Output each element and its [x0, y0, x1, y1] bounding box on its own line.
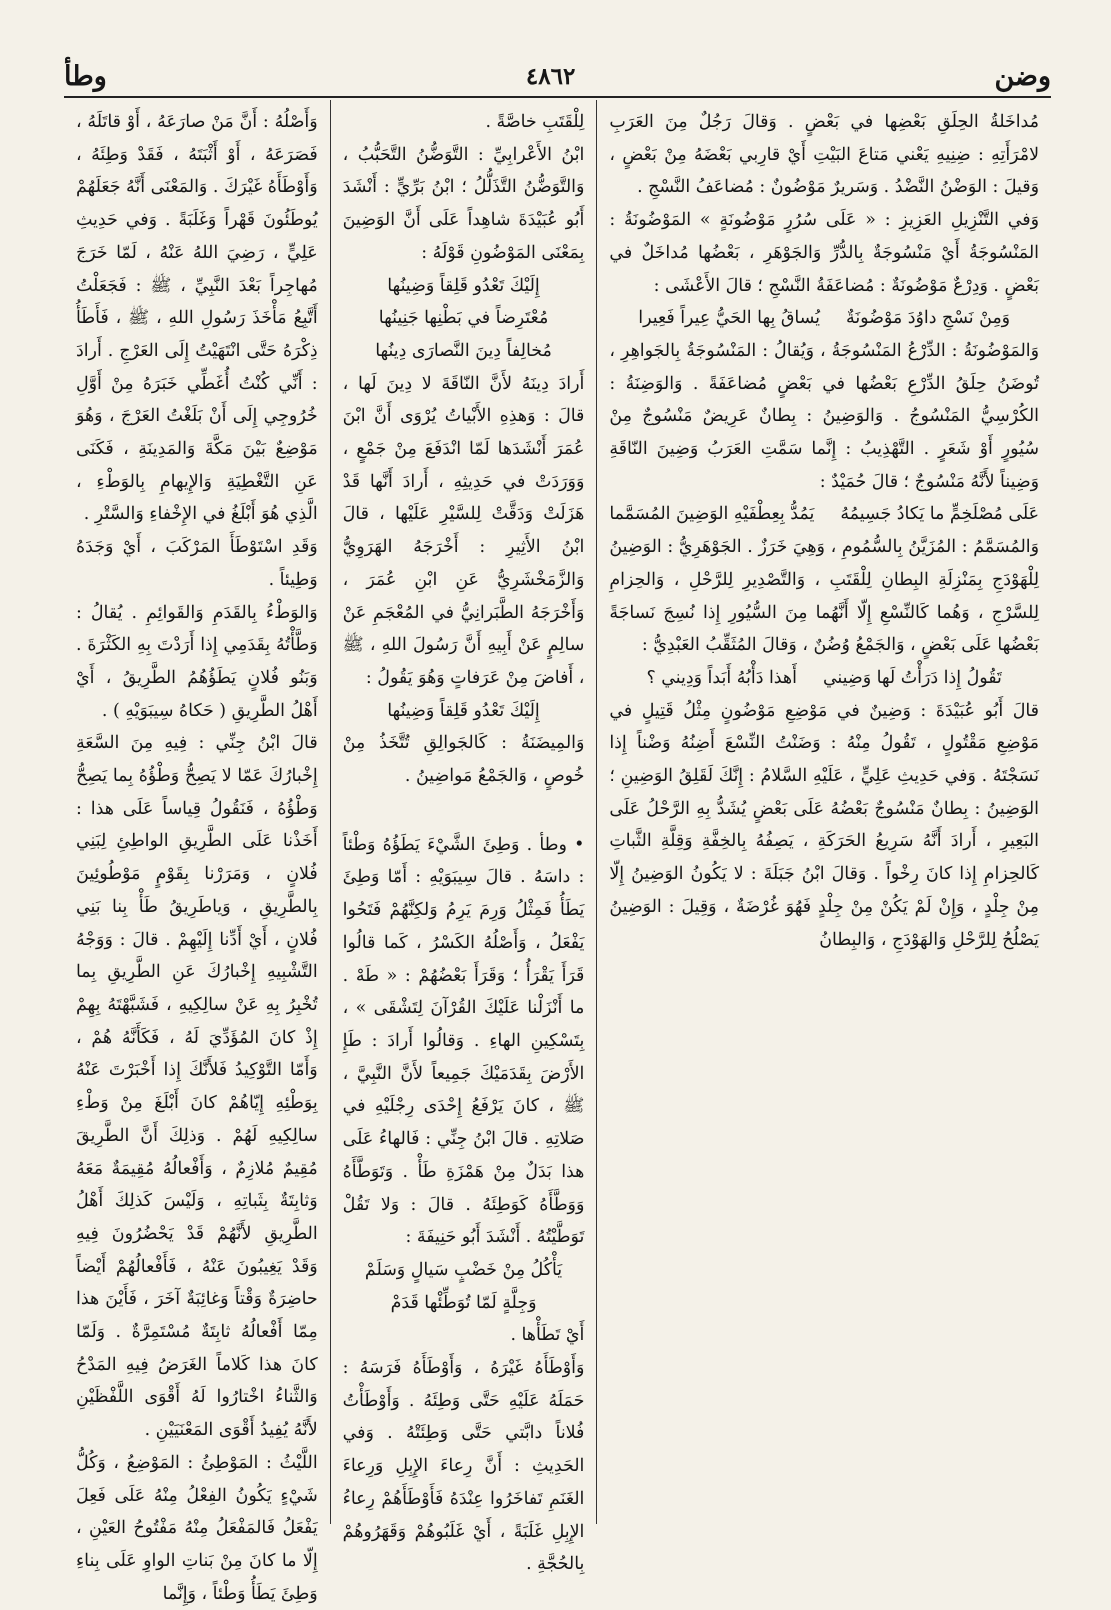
verse-hemistich: إِلَيْكَ تَعْدُو قَلِقاً وَضِينُها [387, 275, 540, 296]
verse-hemistich: أَهذا دَأْبُهُ أَبَداً وَدِيني ؟ [646, 667, 797, 688]
verse-hemistich: عَلَى مُصْلَخِمٍّ ما يَكادُ جَسِيمُهُ [840, 504, 1039, 525]
paragraph: وَقَدِ اسْتَوْطَأَ المَرْكَبَ ، أَيْ وَجَدَهُ وَطِيئاً . [75, 537, 318, 590]
paragraph: قالَ ابْنُ جِنِّي : فِيهِ مِنَ السَّعَةِ إِخْبارُكَ عَمّا لا يَصِحُّ وَطْؤُهُ بِما يَصِحُّ وَطْؤُهُ ، فَنَقُولُ قِياساً عَلَى هذا : أَخَذْنا عَلَى الطَّرِيقِ الواطِئِ لِبَنِي فُلانٍ ، وَمَرَرْنا بِقَوْمٍ مَوْطُوئِينَ بِالطَّرِيقِ ، وَياطَرِيقُ طَأْ بِنا بَنِي فُلانٍ ، أَيْ أَدِّنا إِلَيْهِمْ . قالَ : وَوَجْهُ التَّشْبِيهِ إِخْبارُكَ عَنِ الطَّرِيقِ بِما تُخْبِرُ بِهِ عَنْ سالِكِيهِ ، فَشَبَّهْتَهُ بِهِمْ إِذْ كانَ المُؤَدِّيَ لَهُ ، فَكَأَنَّهُ هُمْ ، وَأَمّا التَّوْكِيدُ فَلأَنَّكَ إِذا أَخْبَرْتَ عَنْهُ بِوَطْئِهِ إِيّاهُمْ كانَ أَبْلَغَ مِنْ وَطْءِ سالِكِيهِ لَهُمْ . وَذلِكَ أَنَّ الطَّرِيقَ مُقِيمٌ مُلازِمٌ ، وَأَفْعالُهُ مُقِيمَةٌ مَعَهُ وَثابِتَةٌ بِثَباتِهِ ، وَلَيْسَ كَذلِكَ أَهْلُ الطَّرِيقِ لأَنَّهُمْ قَدْ يَحْضُرُونَ فِيهِ وَقَدْ يَغِيبُونَ عَنْهُ ، فَأَفْعالُهُمْ أَيْضاً حاضِرَةٌ وَقْتاً وَغائِبَةٌ آخَرَ ، فَأَيْنَ هذا مِمّا أَفْعالُهُ ثابِتَةٌ مُسْتَمِرَّةٌ . وَلَمّا كانَ هذا كَلاماً الغَرَضُ فِيهِ المَدْحُ وَالثَّناءُ اخْتارُوا لَهُ أَقْوَى اللَّفْظَيْنِ لأَنَّهُ يُفِيدُ أَقْوَى المَعْنَيَيْنِ . [75, 733, 318, 1441]
verse-hemistich: وَجِلَّةٍ لَمّا تُوَطِّئْها قَدَمْ [390, 1292, 537, 1313]
verse-hemistich: وَمِنْ نَسْجِ داوُدَ مَوْضُونَةٌ [846, 308, 1011, 329]
verse-line [343, 335, 585, 368]
page-header [64, 56, 1051, 98]
paragraph: وَالمَوْضُونَةُ : الدِّرْعُ المَنْسُوجَةُ ، وَيُقالُ : المَنْسُوجَةُ بِالجَواهِرِ ، تُوضَنُ حِلَقُ الدِّرْعِ بَعْضُها في بَعْضٍ مُضاعَفَةً . وَالوَضِنَةُ : الكُرْسِيُّ المَنْسُوجُ . وَالوَضِينُ : بِطانٌ عَرِيضٌ مَنْسُوجٌ مِنْ سُيُورٍ أَوْ شَعَرٍ . التَّهْذِيبُ : إِنَّما سَمَّتِ العَرَبُ وَضِينَ النّاقَةِ وَضِيناً لأَنَّهُ مَنْسُوجٌ ؛ قالَ حُمَيْدٌ : [609, 340, 1039, 492]
header-left-word: وطأ [64, 60, 107, 92]
verse-line [343, 270, 585, 303]
paragraph: لِلْقَتَبِ خاصَّةً . [485, 112, 585, 132]
paragraph: قالَ أَبُو عُبَيْدَةَ : وَضِينٌ في مَوْضِعِ مَوْضُونٍ مِثْلُ قَتِيلٍ في مَوْضِعِ مَقْتُولٍ ، تَقُولُ مِنْهُ : وَضَنْتُ النِّسْعَ أَضِنُهُ وَضْناً إِذا نَسَجْتَهُ . وَفي حَدِيثِ عَلِيٍّ ، عَلَيْهِ السَّلامُ : إِنَّكَ لَقَلِقُ الوَضِينِ ؛ الوَضِينُ : بِطانٌ مَنْسُوجٌ بَعْضُهُ عَلَى بَعْضٍ يُشَدُّ بِهِ الرَّحْلُ عَلَى البَعِيرِ ، أَرادَ أَنَّهُ سَرِيعُ الحَرَكَةِ ، يَصِفُهُ بِالخِفَّةِ وَقِلَّةِ الثَّباتِ كَالحِزامِ إِذا كانَ رِخْواً . وَقالَ ابْنُ جَبَلَةَ : لا يَكُونُ الوَضِينُ إِلّا مِنْ جِلْدٍ ، وَإِنْ لَمْ يَكُنْ مِنْ جِلْدٍ فَهُوَ غُرْضَةٌ ، وَقِيلَ : الوَضِينُ يَصْلُحُ لِلرَّحْلِ وَالهَوْدَجِ ، وَالبِطانُ [609, 700, 1039, 950]
verse-hemistich: يَأْكُلُ مِنْ خَضْبٍ سَيالٍ وَسَلَمْ [364, 1259, 563, 1280]
column-left [64, 100, 331, 1604]
verse-line [609, 302, 1039, 335]
entry-heading-paragraph: • وطأ . وَطِئَ الشَّيْءَ يَطَؤُهُ وَطْئاً : داسَهُ . قالَ سِيبَوَيْهِ : أَمّا وَطِئَ يَطَأُ فَمِثْلُ وَرِمَ يَرِمُ وَلكِنَّهُمْ فَتَحُوا يَفْعَلُ ، وَأَصْلُهُ الكَسْرُ ، كَما قالُوا قَرَأَ يَقْرَأُ ؛ وَقَرَأَ بَعْضُهُمْ : « طَهْ . ما أَنْزَلْنا عَلَيْكَ القُرْآنَ لِتَشْقَى » ، بِتَسْكِينِ الهاءِ . وَقالُوا أَرادَ : طَإِ الأَرْضَ بِقَدَمَيْكَ جَمِيعاً لأَنَّ النَّبِيَّ ، ﷺ ، كانَ يَرْفَعُ إِحْدَى رِجْلَيْهِ في صَلاتِهِ . قالَ ابْنُ جِنِّي : فَالهاءُ عَلَى هذا بَدَلٌ مِنْ هَمْزَةِ طَأْ . وَتَوَطَّأَهُ وَوَطَّأَهُ كَوَطِئَهُ . قالَ : وَلا تَقُلْ تَوَطَّيْتُهُ . أَنْشَدَ أَبُو حَنِيفَةَ : [342, 834, 585, 1248]
paragraph: وَالوَطْءُ بِالقَدَمِ وَالقَوائِمِ . يُقالُ : وَطَّأْتُهُ بِقَدَمِي إِذا أَرَدْتَ بِهِ الكَثْرَةَ . وَبَنُو فُلانٍ يَطَؤُهُمُ الطَّرِيقُ ، أَيْ أَهْلُ الطَّرِيقِ ( حَكاهُ سِيبَوَيْهِ ) . [75, 602, 318, 721]
header-right-word: وضن [994, 60, 1051, 92]
verse-line [343, 302, 585, 335]
verse-hemistich: يُساقُ بِها الحَيُّ عِيراً فَعِيرا [638, 308, 820, 329]
verse-hemistich: إِلَيْكَ تَعْدُو قَلِقاً وَضِينُها [387, 700, 540, 721]
verse-hemistich: يَمُدُّ بِعِطْفَيْهِ الوَضِينَ المُسَمَّما [609, 504, 815, 525]
text-columns [64, 100, 1051, 1604]
paragraph: مُداخَلةُ الحِلَقِ بَعْضِها في بَعْضٍ . وَقالَ رَجُلٌ مِنَ العَرَبِ لامْرَأَتِهِ : ضِنِيهِ يَعْني مَتاعَ البَيْتِ أَيْ قارِبي بَعْضَهُ مِنْ بَعْضٍ ، وَقيلَ : الوَضْنُ النَّضْدُ . وَسَريرٌ مَوْضُونٌ : مُضاعَفُ النَّسْجِ . [609, 112, 1039, 198]
paragraph: اللَّيْثُ : المَوْطِئُ : المَوْضِعُ ، وَكُلُّ شَيْءٍ يَكُونُ الفِعْلُ مِنْهُ عَلَى فَعِلَ يَفْعَلُ فَالمَفْعَلُ مِنْهُ مَفْتُوحُ العَيْنِ ، إِلّا ما كانَ مِنْ بَناتِ الواوِ عَلَى بِناءِ وَطِئَ يَطَأُ وَطْئاً ، وَإِنَّما [75, 1452, 318, 1604]
paragraph: وَالمُسَمَّمُ : المُزَيَّنُ بِالسُّمُومِ ، وَهِيَ خَرَزٌ . الجَوْهَرِيُّ : الوَضِينُ لِلْهَوْدَجِ بِمَنْزِلَةِ البِطانِ لِلْقَتَبِ ، وَالتَّصْدِيرِ لِلرَّحْلِ ، وَالحِزامِ لِلسَّرْجِ ، وَهُما كَالنِّسْعِ إِلّا أَنَّهُما مِنَ السُّيُورِ إِذا نُسِجَ نَساجَةً بَعْضُها عَلَى بَعْضٍ ، وَالجَمْعُ وُضُنٌ ، وَقالَ المُثَقِّبُ العَبْدِيُّ : [609, 537, 1039, 656]
paragraph: أَيْ تَطَأْها . [510, 1325, 585, 1346]
paragraph: وَأَوْطَأَهُ غَيْرَهُ ، وَأَوْطَأَهُ فَرَسَهُ : حَمَلَهُ عَلَيْهِ حَتَّى وَطِئَهُ . وَأَوْطَأْتُ فُلاناً دابَّتي حَتَّى وَطِئَتْهُ . وَفي الحَدِيثِ : أَنَّ رِعاءَ الإِبِلِ وَرِعاءَ الغَنَمِ تَفاخَرُوا عِنْدَهُ فَأَوْطَأَهُمْ رِعاءُ الإِبِلِ غَلَبَةً ، أَيْ غَلَبُوهُمْ وَقَهَرُوهُمْ بِالحُجَّةِ . [342, 1358, 585, 1575]
column-right [597, 100, 1051, 1524]
paragraph: وَالمِيضَنَةُ : كَالجَوالِقِ تُتَّخَذُ مِنْ خُوصٍ ، وَالجَمْعُ مَواضِينُ . [342, 733, 585, 787]
verse-hemistich: مُعْتَرِضاً في بَطْنِها جَنِينُها [378, 308, 549, 329]
column-middle [331, 100, 598, 1575]
verse-line [609, 498, 1039, 531]
page-number: ٤٨٦٢ [525, 62, 576, 90]
verse-line [609, 662, 1039, 695]
verse-hemistich: تَقُولُ إِذا دَرَأْتُ لَها وَضِيني [822, 667, 1002, 688]
verse-line [343, 1254, 585, 1287]
paragraph: وَفي التَّنْزِيلِ العَزِيزِ : « عَلَى سُرُرٍ مَوْضُونَةٍ » المَوْضُونَةُ : المَنْسُوجَةُ أَيْ مَنْسُوجَةٌ بِالدُّرِّ وَالجَوْهَرِ ، بَعْضُها مُداخَلٌ في بَعْضٍ . وَدِرْعٌ مَوْضُونَةٌ : مُضاعَفَةُ النَّسْجِ ؛ قالَ الأَعْشَى : [609, 210, 1039, 296]
paragraph: وَأَصْلُهُ : أَنَّ مَنْ صارَعَهُ ، أَوْ قاتَلَهُ ، فَصَرَعَهُ ، أَوْ أَثْبَتَهُ ، فَقَدْ وَطِئَهُ ، وَأَوْطَأَهُ غَيْرَكَ . وَالمَعْنَى أَنَّهُ جَعَلَهُمْ يُوطَئُونَ قَهْراً وَغَلَبَةً . وَفي حَدِيثِ عَلِيٍّ ، رَضِيَ اللهُ عَنْهُ ، لَمّا خَرَجَ مُهاجِراً بَعْدَ النَّبِيِّ ، ﷺ : فَجَعَلْتُ أَتَّبِعُ مَأْخَذَ رَسُولِ اللهِ ، ﷺ ، فَأَطَأُ ذِكْرَهُ حَتَّى انْتَهَيْتُ إِلَى العَرْجِ . أَرادَ : أَنِّي كُنْتُ أُغَطِّي خَبَرَهُ مِنْ أَوَّلِ خُرُوجِي إِلَى أَنْ بَلَغْتُ العَرْجَ ، وَهُوَ مَوْضِعٌ بَيْنَ مَكَّةَ وَالمَدِينَةِ ، فَكَنَى عَنِ التَّغْطِيَةِ وَالإِيهامِ بِالوَطْءِ ، الَّذِي هُوَ أَبْلَغُ في الإِخْفاءِ وَالسَّتْرِ . [75, 112, 318, 525]
verse-hemistich: مُخالِفاً دِينَ النَّصارَى دِينُها [375, 340, 552, 361]
verse-line [343, 695, 585, 728]
paragraph: ابْنُ الأَعْرابِيِّ : التَّوَضُّنُ التَّحَبُّبُ ، وَالتَّوَضُّنُ التَّذَلُّلُ ؛ ابْنُ بَرِّيٍّ : أَنْشَدَ أَبُو عُبَيْدَةَ شاهِداً عَلَى أَنَّ الوَضِينَ بِمَعْنَى المَوْضُونِ قَوْلَهُ : [342, 144, 585, 263]
paragraph: أَرادَ دِينَهُ لأَنَّ النّاقَةَ لا دِينَ لَها ، قالَ : وَهذِهِ الأَبْياتُ يُرْوَى أَنَّ ابْنَ عُمَرَ أَنْشَدَها لَمّا انْدَفَعَ مِنْ جَمْعٍ ، وَوَرَدَتْ في حَدِيثِهِ ، أَرادَ أَنَّها قَدْ هَزَلَتْ وَدَقَّتْ لِلسَّيْرِ عَلَيْها ، قالَ ابْنُ الأَثِيرِ : أَخْرَجَهُ الهَرَوِيُّ وَالزَّمَخْشَرِيُّ عَنِ ابْنِ عُمَرَ ، وَأَخْرَجَهُ الطَّبَرانِيُّ في المُعْجَمِ عَنْ سالِمٍ عَنْ أَبِيهِ أَنَّ رَسُولَ اللهِ ، ﷺ ، أَفاضَ مِنْ عَرَفاتٍ وَهُوَ يَقُولُ : [342, 373, 585, 688]
verse-line [343, 1287, 585, 1320]
